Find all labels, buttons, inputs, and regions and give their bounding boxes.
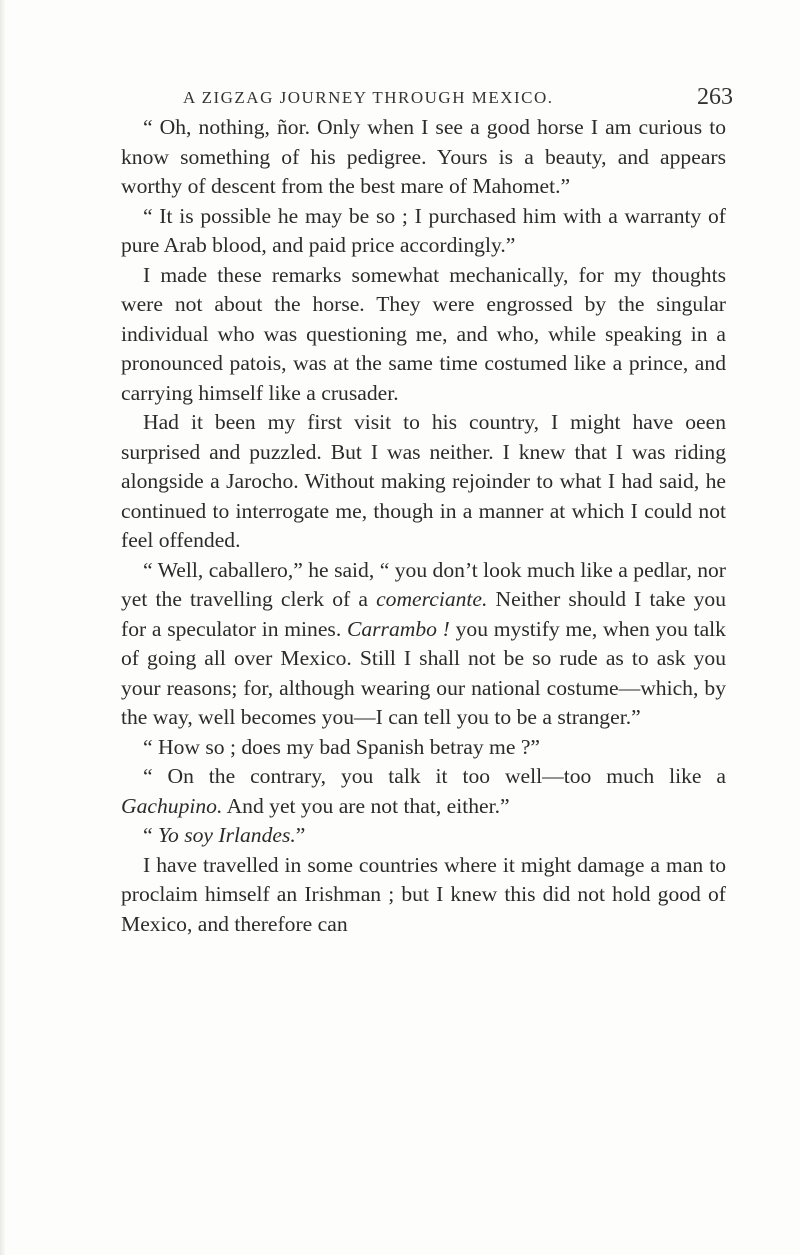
- paragraph: [121, 202, 726, 261]
- italic-text: Gachupino.: [121, 793, 223, 818]
- text-run: I made these remarks somewhat mechanically, for my thoughts were not about the horse. They were engrossed by the singular individual who was questioning me, and who, while speaking in a pronounced patois, was at the same time costumed like a prince, and carrying himself like a crusader.: [121, 262, 726, 405]
- text-run: “ Well, caballero,” he said, “ you don’t look much like a pedlar, nor yet the travelling clerk of a: [121, 557, 726, 611]
- text-run: “ On the contrary, you talk it too well—too much like a: [143, 764, 726, 788]
- running-title: A ZIGZAG JOURNEY THROUGH MEXICO.: [183, 88, 554, 107]
- text-run: “: [143, 823, 158, 847]
- paragraph: [121, 821, 726, 851]
- running-head: [0, 84, 800, 112]
- paragraph: [121, 733, 726, 763]
- text-run: Neither should I take you for a speculator in mines.: [121, 587, 726, 641]
- paragraph: [121, 556, 726, 733]
- text-run: “ Oh, nothing, ñor. Only when I see a good horse I am curious to know something of his pedigree. Yours is a beauty, and appears worthy of descent from the best mare of Mahomet.”: [121, 115, 726, 198]
- text-run: you mystify me, when you talk of going all over Mexico. Still I shall not be so rude as to ask you your reasons; for, although wearing our national costume—which, by the way, well becomes you—I can tell you to be a stranger.”: [121, 616, 726, 729]
- body-text: [121, 113, 726, 939]
- paragraph: [121, 762, 726, 821]
- italic-text: Carrambo !: [346, 616, 450, 641]
- text-run: ”: [295, 823, 306, 847]
- text-run: Had it been my first visit to his country, I might have oeen surprised and puzzled. But I was neither. I knew that I was riding alongside a Jarocho. Without making rejoinder to what I had said, he continued to interrogate me, though in a manner at which I could not feel offended.: [121, 410, 726, 552]
- paragraph: [121, 851, 726, 940]
- text-run: “ It is possible he may be so ; I purchased him with a warranty of pure Arab blood, and paid price accordingly.”: [121, 203, 726, 257]
- italic-text: comerciante.: [376, 587, 488, 611]
- paragraph: [121, 113, 726, 202]
- italic-text: Yo soy Irlandes.: [157, 823, 296, 847]
- text-run: I have travelled in some countries where it might damage a man to proclaim himself an Irishman ; but I knew this did not hold good of Mexico, and therefore can: [121, 852, 726, 936]
- text-run: “ How so ; does my bad Spanish betray me ?”: [143, 734, 540, 759]
- paragraph: [121, 261, 726, 409]
- page-edge-shadow: [0, 0, 6, 1255]
- page-number: 263: [697, 84, 733, 110]
- paragraph: [121, 408, 726, 556]
- text-run: And yet you are not that, either.”: [222, 793, 510, 818]
